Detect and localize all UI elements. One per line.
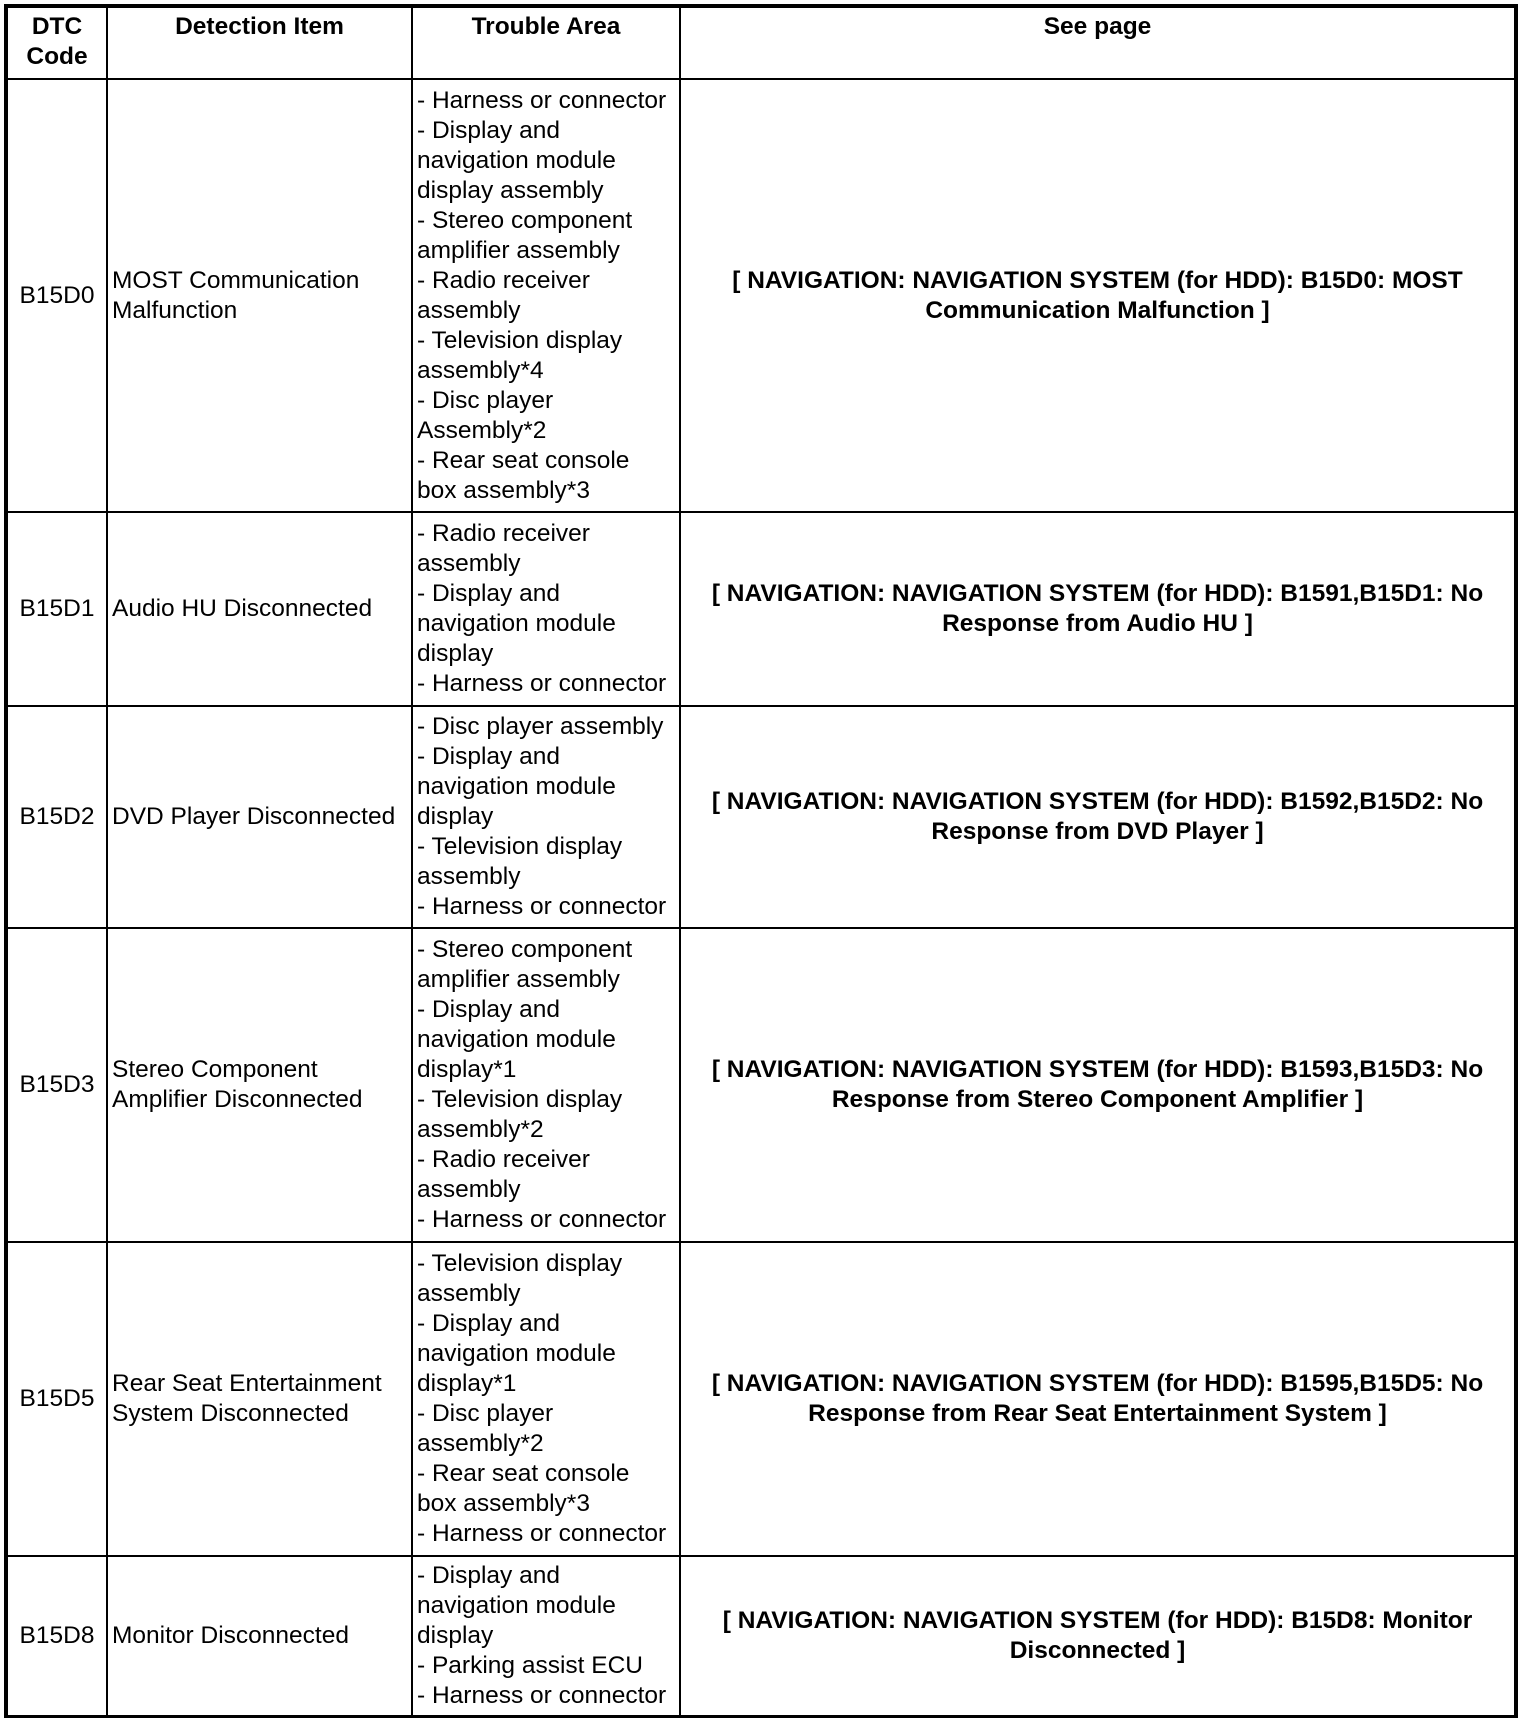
see-page-cell [680,1242,1515,1556]
table-row [7,1242,1515,1556]
trouble-area-line: display assembly [417,176,604,204]
dtc-code-cell: B15D2 [7,706,107,928]
trouble-area-line: - Display and [417,743,560,770]
trouble-area-line: - Rear seat console [417,1460,630,1487]
trouble-area-line: - Display and [417,116,560,144]
trouble-area-line: - Harness or connector [417,1206,667,1233]
trouble-area-line: navigation module [417,610,616,637]
header-dtc-code-line1: DTC [31,13,83,40]
dtc-code-cell: B15D8 [7,1556,107,1716]
header-detection-item: Detection Item [107,7,412,79]
header-dtc-code [7,7,107,79]
trouble-area-line: navigation module [417,773,616,800]
trouble-area-line: - Harness or connector [417,893,667,920]
trouble-area-line: assembly [417,550,521,577]
see-page-cell [680,512,1515,706]
see-page-cell [680,1556,1515,1716]
dtc-code-cell: B15D0 [7,79,107,512]
trouble-area-cell [412,928,680,1242]
trouble-area-line: - Radio receiver [417,1146,590,1173]
detection-item-cell: DVD Player Disconnected [107,706,412,928]
trouble-area-line: - Parking assist ECU [417,1652,644,1679]
see-page-link[interactable]: [ NAVIGATION: NAVIGATION SYSTEM (for HDD): B1592,B15D2: No Response from DVD Player ] [711,788,1484,845]
see-page-link[interactable]: [ NAVIGATION: NAVIGATION SYSTEM (for HDD): B1593,B15D3: No Response from Stereo Component Amplifier ] [711,1056,1484,1113]
detection-item-cell: Audio HU Disconnected [107,512,412,706]
trouble-area-line: - Display and [417,580,560,607]
trouble-area-line: - Harness or connector [417,1682,667,1709]
trouble-area-cell [412,706,680,928]
trouble-area-line: Assembly*2 [417,416,547,444]
detection-item-cell: Rear Seat Entertainment System Disconnected [107,1242,412,1556]
trouble-area-line: - Television display [417,1250,623,1277]
detection-item-cell: Monitor Disconnected [107,1556,412,1716]
trouble-area-line: - Stereo component [417,206,633,234]
table-row [7,1556,1515,1716]
trouble-area-line: navigation module [417,1026,616,1053]
see-page-link[interactable]: [ NAVIGATION: NAVIGATION SYSTEM (for HDD): B15D0: MOST Communication Malfunction ] [732,266,1463,324]
trouble-area-line: assembly*2 [417,1116,544,1143]
trouble-area-cell [412,1556,680,1716]
trouble-area-line: display [417,803,494,830]
detection-item-cell: Stereo Component Amplifier Disconnected [107,928,412,1242]
see-page-link[interactable]: [ NAVIGATION: NAVIGATION SYSTEM (for HDD): B15D8: Monitor Disconnected ] [722,1607,1473,1664]
trouble-area-line: amplifier assembly [417,966,620,993]
trouble-area-line: - Rear seat console [417,446,630,474]
trouble-area-line: navigation module [417,1592,616,1619]
dtc-code-cell: B15D3 [7,928,107,1242]
header-see-page: See page [680,7,1515,79]
trouble-area-line: - Harness or connector [417,86,667,114]
table-row [7,928,1515,1242]
see-page-cell [680,928,1515,1242]
trouble-area-line: assembly [417,1280,521,1307]
trouble-area-line: - Disc player assembly [417,713,664,740]
trouble-area-line: display*1 [417,1056,517,1083]
trouble-area-line: amplifier assembly [417,236,620,264]
see-page-link[interactable]: [ NAVIGATION: NAVIGATION SYSTEM (for HDD): B1595,B15D5: No Response from Rear Seat Entertainment System ] [711,1370,1484,1427]
dtc-code-cell: B15D5 [7,1242,107,1556]
trouble-area-line: assembly [417,863,521,890]
table-body [7,79,1515,1716]
trouble-area-line: - Television display [417,833,623,860]
trouble-area-line: - Display and [417,996,560,1023]
trouble-area-line: assembly*2 [417,1430,544,1457]
trouble-area-line: - Harness or connector [417,670,667,697]
see-page-cell [680,79,1515,512]
table-row [7,79,1515,512]
trouble-area-cell [412,1242,680,1556]
header-row [7,7,1515,79]
trouble-area-line: - Stereo component [417,936,633,963]
trouble-area-cell [412,512,680,706]
trouble-area-line: box assembly*3 [417,1490,590,1517]
trouble-area-line: navigation module [417,1340,616,1367]
dtc-code-cell: B15D1 [7,512,107,706]
see-page-link[interactable]: [ NAVIGATION: NAVIGATION SYSTEM (for HDD): B1591,B15D1: No Response from Audio HU ] [711,580,1484,637]
trouble-area-line: assembly*4 [417,356,544,384]
trouble-area-line: display [417,640,494,667]
trouble-area-line: - Disc player [417,1400,554,1427]
trouble-area-line: display [417,1622,494,1649]
see-page-cell [680,706,1515,928]
trouble-area-line: box assembly*3 [417,476,590,504]
trouble-area-line: - Radio receiver [417,266,590,294]
table-row [7,512,1515,706]
trouble-area-line: display*1 [417,1370,517,1397]
table-row [7,706,1515,928]
trouble-area-line: - Harness or connector [417,1520,667,1547]
trouble-area-line: assembly [417,1176,521,1203]
trouble-area-line: - Television display [417,1086,623,1113]
header-dtc-code-line2: Code [26,43,88,70]
trouble-area-line: - Disc player [417,386,554,414]
dtc-table [6,6,1516,1717]
trouble-area-line: assembly [417,296,521,324]
trouble-area-line: - Television display [417,326,623,354]
trouble-area-line: - Display and [417,1562,560,1589]
trouble-area-line: - Display and [417,1310,560,1337]
trouble-area-cell [412,79,680,512]
header-trouble-area: Trouble Area [412,7,680,79]
trouble-area-line: navigation module [417,146,616,174]
trouble-area-line: - Radio receiver [417,520,590,547]
detection-item-cell: MOST Communication Malfunction [107,79,412,512]
